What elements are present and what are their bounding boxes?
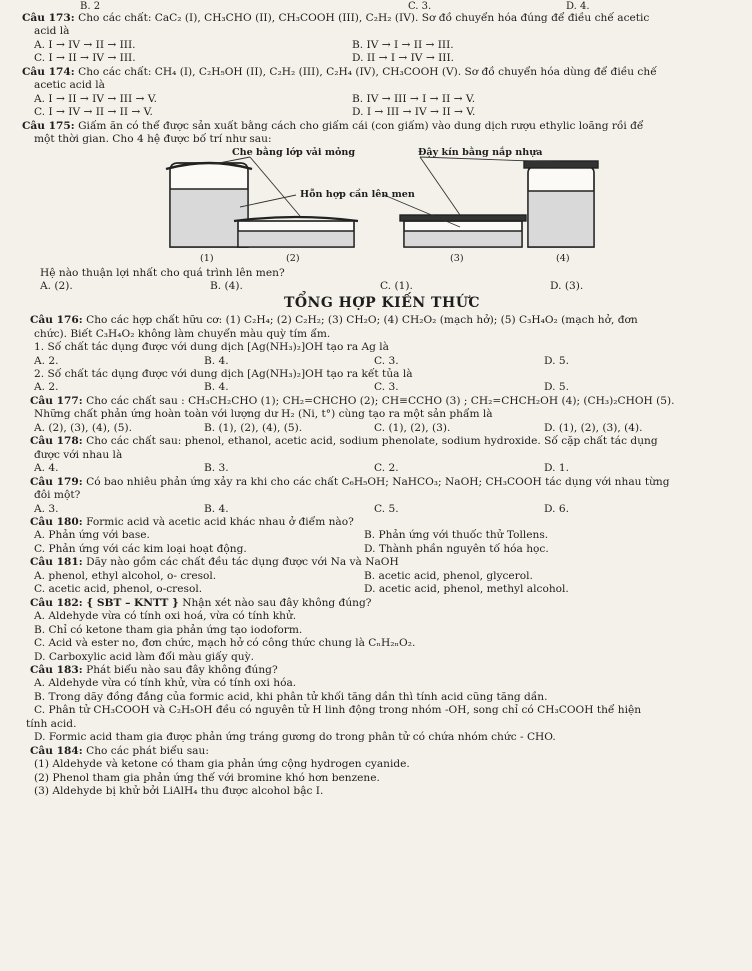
q173-options-row-2: [22, 52, 742, 65]
jar-4-number: (4): [556, 252, 570, 264]
q182-option-a: A. Aldehyde vừa có tính oxi hoá, vừa có tính khử.: [34, 610, 297, 623]
q174-stem: Câu 174: Cho các chất: CH₄ (I), C₂H₅OH (II), C₂H₂ (III), C₂H₄ (IV), CH₃COOH (V). Sơ đồ chuyển hóa dùng để điều chế: [22, 65, 657, 78]
top-option-c: C. 3.: [408, 1, 432, 12]
q175-option-a: A. (2).: [40, 279, 73, 292]
fermentation-diagram-svg: [0, 147, 752, 267]
jar-4: [524, 161, 598, 247]
jar-3: [400, 215, 526, 247]
q174-option-d: D. I → III → IV → II → V.: [352, 106, 476, 119]
q176-sub-2: 2. Số chất tác dụng được với dung dịch [Ag(NH₃)₂]OH tạo ra kết tủa là: [34, 368, 413, 381]
q173-option-b: B. IV → I → II → III.: [352, 38, 454, 51]
top-option-d: D. 4.: [566, 1, 590, 12]
q176-s2-option-c: C. 3.: [374, 381, 399, 394]
q175-option-d: D. (3).: [550, 279, 584, 292]
q183-option-d: D. Formic acid tham gia được phản ứng tráng gương do trong phân tử có chứa nhóm chức - CHO.: [34, 731, 556, 744]
q174-options-row-1: [22, 93, 742, 106]
q181-options-row-2: [22, 583, 742, 596]
q175-options: [22, 280, 742, 293]
q177-options: [22, 422, 742, 435]
q179-option-d: D. 6.: [544, 502, 569, 515]
q173-option-a: A. I → IV → II → III.: [34, 38, 136, 51]
label-mixture: Hỗn hợp cần lên men: [300, 188, 415, 200]
q176-sub-1: 1. Số chất tác dụng được với dung dịch [Ag(NH₃)₂]OH tạo ra Ag là: [34, 341, 389, 354]
q177-stem: Câu 177: Cho các chất sau : CH₃CH₂CHO (1); CH₂=CHCHO (2); CH≡CCHO (3) ; CH₂=CHCH₂OH (4); (CH₃)₂CHOH (5).: [30, 394, 675, 407]
q179-options: [22, 503, 742, 516]
q180-option-a: A. Phản ứng với base.: [34, 529, 150, 542]
q176-stem-2: chức). Biết C₃H₄O₂ không làm chuyển màu quỳ tím ẩm.: [34, 327, 331, 340]
q175-option-c: C. (1).: [380, 279, 413, 292]
q184-statement-3: (3) Aldehyde bị khử bởi LiAlH₄ thu được alcohol bậc I.: [34, 785, 324, 798]
top-options-row: [0, 0, 752, 12]
q182-option-c: C. Acid và ester no, đơn chức, mạch hở có công thức chung là CₙH₂ₙO₂.: [34, 637, 416, 650]
q180-options-row-1: [22, 529, 742, 542]
q182-option-d: D. Carboxylic acid làm đổi màu giấy quỳ.: [34, 650, 254, 663]
q183-option-c-cont: tính acid.: [26, 717, 77, 730]
q181-option-d: D. acetic acid, phenol, methyl alcohol.: [364, 583, 569, 596]
q177-option-b: B. (1), (2), (4), (5).: [204, 421, 303, 434]
q179-stem: Câu 179: Có bao nhiêu phản ứng xảy ra khi cho các chất C₆H₅OH; NaHCO₃; NaOH; CH₃COOH tác dụng với nhau từng: [30, 475, 670, 488]
top-option-partial: B. 2: [80, 1, 101, 12]
q177-option-d: D. (1), (2), (3), (4).: [544, 421, 643, 434]
q177-stem-2: Những chất phản ứng hoàn toàn với lượng dư H₂ (Ni, t°) cùng tạo ra một sản phẩm là: [34, 408, 493, 421]
q181-options-row-1: [22, 570, 742, 583]
q176-sub-1-options: [22, 355, 742, 368]
q180-stem: Câu 180: Formic acid và acetic acid khác nhau ở điểm nào?: [30, 516, 354, 528]
q183-option-a: A. Aldehyde vừa có tính khử, vừa có tính oxi hóa.: [34, 677, 297, 690]
q174-option-a: A. I → II → IV → III → V.: [34, 92, 157, 105]
q183-option-b: B. Trong dãy đồng đẳng của formic acid, khi phân tử khối tăng dần thì tính acid cũng tăng dần.: [34, 690, 548, 703]
q174-option-c: C. I → IV → II → II → V.: [34, 106, 153, 119]
q178-stem: Câu 178: Cho các chất sau: phenol, ethanol, acetic acid, sodium phenolate, sodium hydroxide. Số cặp chất tác dụng: [30, 435, 658, 448]
q175-stem-2: một thời gian. Cho 4 hệ được bố trí như sau:: [34, 133, 272, 146]
q184-stem: Câu 184: Cho các phát biểu sau:: [30, 744, 209, 757]
q178-option-c: C. 2.: [374, 462, 399, 475]
q176-s2-option-d: D. 5.: [544, 381, 569, 394]
q179-option-a: A. 3.: [34, 502, 59, 515]
q183-option-c: C. Phân tử CH₃COOH và C₂H₅OH đều có nguyên tử H linh động trong nhóm -OH, song chỉ có CH₃COOH thể hiện: [34, 704, 642, 717]
q177-option-a: A. (2), (3), (4), (5).: [34, 421, 132, 434]
q181-option-a: A. phenol, ethyl alcohol, o- cresol.: [34, 569, 217, 582]
q184-statement-1: (1) Aldehyde và ketone có tham gia phản ứng cộng hydrogen cyanide.: [34, 758, 410, 771]
q178-option-d: D. 1.: [544, 462, 569, 475]
q179-option-b: B. 4.: [204, 502, 229, 515]
q178-stem-2: được với nhau là: [34, 448, 123, 461]
q174-options-row-2: [22, 106, 742, 119]
q176-s1-option-c: C. 3.: [374, 354, 399, 367]
q175-option-b: B. (4).: [210, 279, 243, 292]
q176-s1-option-d: D. 5.: [544, 354, 569, 367]
q175-question: Hệ nào thuận lợi nhất cho quá trình lên men?: [40, 266, 285, 279]
q182-stem: Câu 182: { SBT – KNTT } Nhận xét nào sau đây không đúng?: [30, 596, 372, 609]
q181-option-c: C. acetic acid, phenol, o-cresol.: [34, 583, 203, 596]
q176-s1-option-a: A. 2.: [34, 354, 59, 367]
label-plastic-lid: Đậy kín bằng nắp nhựa: [418, 146, 543, 158]
jar-2: [234, 217, 358, 247]
label-cloth-cover: Che bằng lớp vải mỏng: [232, 146, 356, 158]
q174-option-b: B. IV → III → I → II → V.: [352, 92, 476, 105]
q183-stem: Câu 183: Phát biểu nào sau đây không đúng?: [30, 663, 278, 676]
q179-option-c: C. 5.: [374, 502, 399, 515]
q176-s2-option-b: B. 4.: [204, 381, 229, 394]
q177-option-c: C. (1), (2), (3).: [374, 421, 451, 434]
q173-option-c: C. I → II → IV → III.: [34, 52, 136, 65]
q176-sub-2-options: [22, 381, 742, 394]
q175-stem: Câu 175: Giấm ăn có thể được sản xuất bằng cách cho giấm cái (con giấm) vào dung dịch rượu ethylic loãng rồi để: [22, 119, 644, 132]
q173-option-d: D. II → I → IV → III.: [352, 52, 454, 65]
q180-option-c: C. Phản ứng với các kim loại hoạt động.: [34, 542, 247, 555]
q184-statement-2: (2) Phenol tham gia phản ứng thế với bromine khó hơn benzene.: [34, 771, 380, 784]
q180-option-b: B. Phản ứng với thuốc thử Tollens.: [364, 529, 549, 542]
section-title: TỔNG HỢP KIẾN THỨC: [283, 295, 481, 312]
q173-stem-2: acid là: [34, 25, 70, 38]
q181-option-b: B. acetic acid, phenol, glycerol.: [364, 569, 533, 582]
q173-stem: Câu 173: Cho các chất: CaC₂ (I), CH₃CHO (II), CH₃COOH (III), C₂H₂ (IV). Sơ đồ chuyển hóa đúng để điều chế acetic: [22, 12, 650, 24]
q182-option-b: B. Chỉ có ketone tham gia phản ứng tạo iodoform.: [34, 623, 303, 636]
q176-s1-option-b: B. 4.: [204, 354, 229, 367]
q174-stem-2: acetic acid là: [34, 79, 105, 92]
q176-s2-option-a: A. 2.: [34, 381, 59, 394]
q178-option-b: B. 3.: [204, 462, 229, 475]
q179-stem-2: đôi một?: [34, 489, 81, 502]
jar-2-number: (2): [286, 252, 300, 264]
q173-options-row-1: [22, 39, 742, 52]
q178-option-a: A. 4.: [34, 462, 59, 475]
jar-1-number: (1): [200, 252, 214, 264]
q176-stem: Câu 176: Cho các hợp chất hữu cơ: (1) C₂H₄; (2) C₂H₂; (3) CH₂O; (4) CH₂O₂ (mạch hở); (5) C₃H₄O₂ (mạch hở, đơn: [30, 314, 638, 327]
q178-options: [22, 462, 742, 475]
q181-stem: Câu 181: Dãy nào gồm các chất đều tác dụng được với Na và NaOH: [30, 556, 399, 569]
q180-option-d: D. Thành phần nguyên tố hóa học.: [364, 542, 549, 555]
fermentation-diagram: [0, 147, 752, 267]
q180-options-row-2: [22, 543, 742, 556]
jar-3-number: (3): [450, 252, 464, 264]
